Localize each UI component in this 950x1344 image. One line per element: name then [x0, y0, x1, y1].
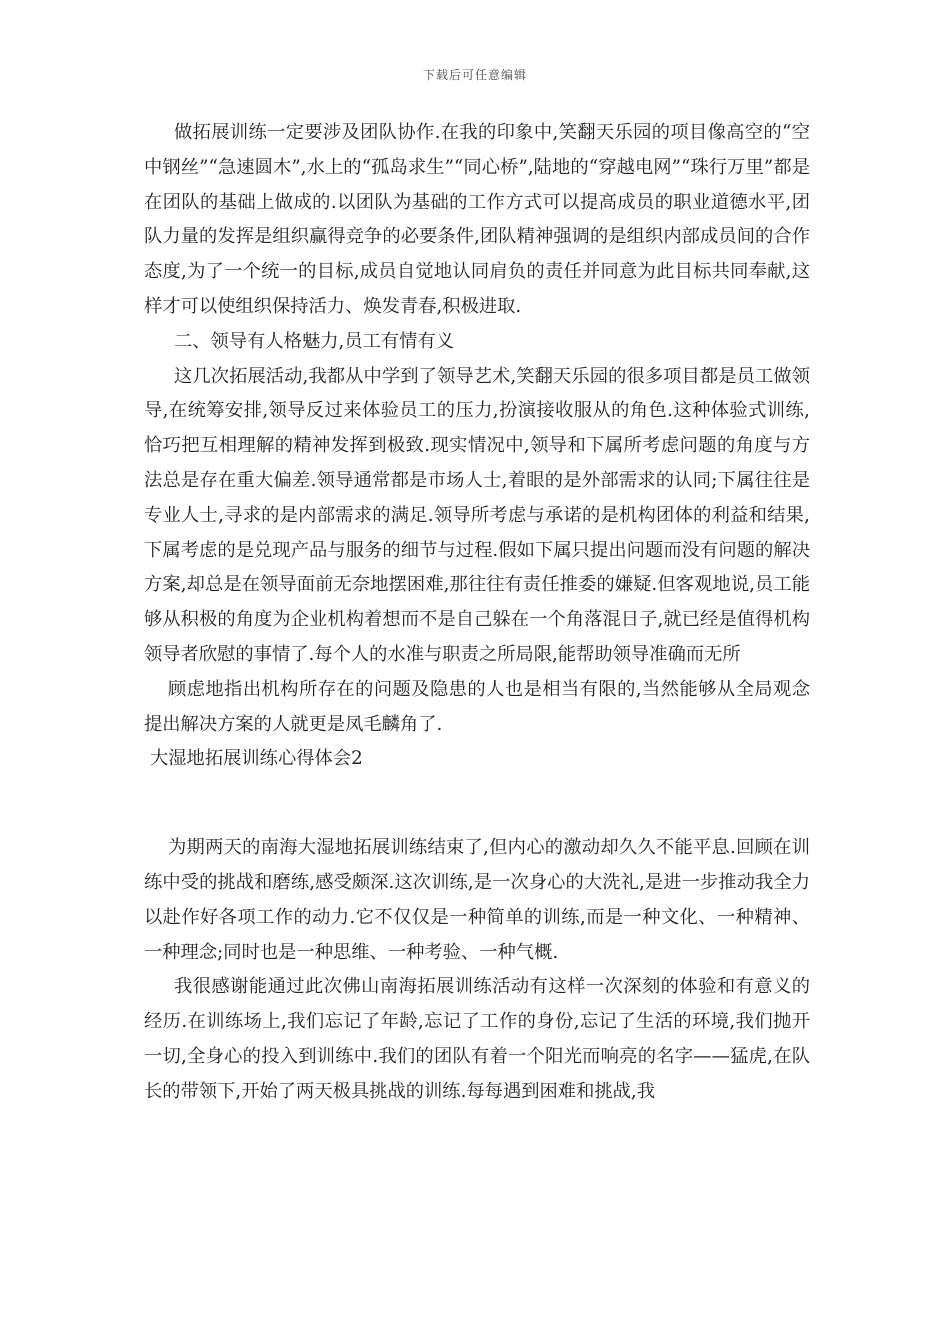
paragraph-leadership: 这几次拓展活动,我都从中学到了领导艺术,笑翻天乐园的很多项目都是员工做领导,在统筹安排,领导反过来体验员工的压力,扮演接收服从的角色.这种体验式训练,恰巧把互相理解的精神发挥到极致.现实情况中,领导和下属所考虑问题的角度与方法总是存在重大偏差.领导通常都是市场人士,着眼的是外部需求的认同;下属往往是专业人士,寻求的是内部需求的满足.领导所考虑与承诺的是机构团体的利益和结果,下属考虑的是兑现产品与服务的细节与过程.假如下属只提出问题而没有问题的解决方案,却总是在领导面前无奈地摆困难,那往往有责任推委的嫌疑.但客观地说,员工能够从积极的角度为企业机构着想而不是自己躲在一个角落混日子,就已经是值得机构领导者欣慰的事情了.每个人的水准与职责之所局限,能帮助领导准确而无所	[144, 365, 810, 665]
paragraph-experience: 我很感谢能通过此次佛山南海拓展训练活动有这样一次深刻的体验和有意义的经历.在训练场上,我们忘记了年龄,忘记了工作的身份,忘记了生活的环境,我们抛开一切,全身心的投入到训练中.我们的团队有着一个阳光而响亮的名字——猛虎,在队长的带领下,开始了两天极具挑战的训练.每每遇到困难和挑战,我	[144, 976, 810, 1102]
paragraph-leadership-continued: 顾虑地指出机构所存在的问题及隐患的人也是相当有限的,当然能够从全局观念提出解决方案的人就更是凤毛麟角了.	[144, 678, 810, 735]
section-title: 大湿地拓展训练心得体会2	[150, 748, 363, 770]
paragraph-intro: 为期两天的南海大湿地拓展训练结束了,但内心的激动却久久不能平息.回顾在训练中受的挑战和磨练,感受颇深.这次训练,是一次身心的大洗礼,是进一步推动我全力以赴作好各项工作的动力.它不仅仅是一种简单的训练,而是一种文化、一种精神、一种理念;同时也是一种思维、一种考验、一种气概.	[144, 837, 810, 963]
document-body	[144, 116, 810, 1110]
subheading-leadership: 二、领导有人格魅力,员工有情有义	[174, 330, 455, 352]
paragraph-teamwork: 做拓展训练一定要涉及团队协作.在我的印象中,笑翻天乐园的项目像高空的“空中钢丝”“急速圆木”,水上的“孤岛求生”“同心桥”,陆地的“穿越电网”“珠行万里”都是在团队的基础上做成的.以团队为基础的工作方式可以提高成员的职业道德水平,团队力量的发挥是组织赢得竞争的必要条件,团队精神强调的是组织内部成员间的合作态度,为了一个统一的目标,成员自觉地认同肩负的责任并同意为此目标共同奉献,这样才可以使组织保持活力、焕发青春,积极进取.	[144, 122, 810, 317]
page-header: 下载后可任意编辑	[422, 68, 527, 82]
section-spacer	[144, 777, 810, 831]
